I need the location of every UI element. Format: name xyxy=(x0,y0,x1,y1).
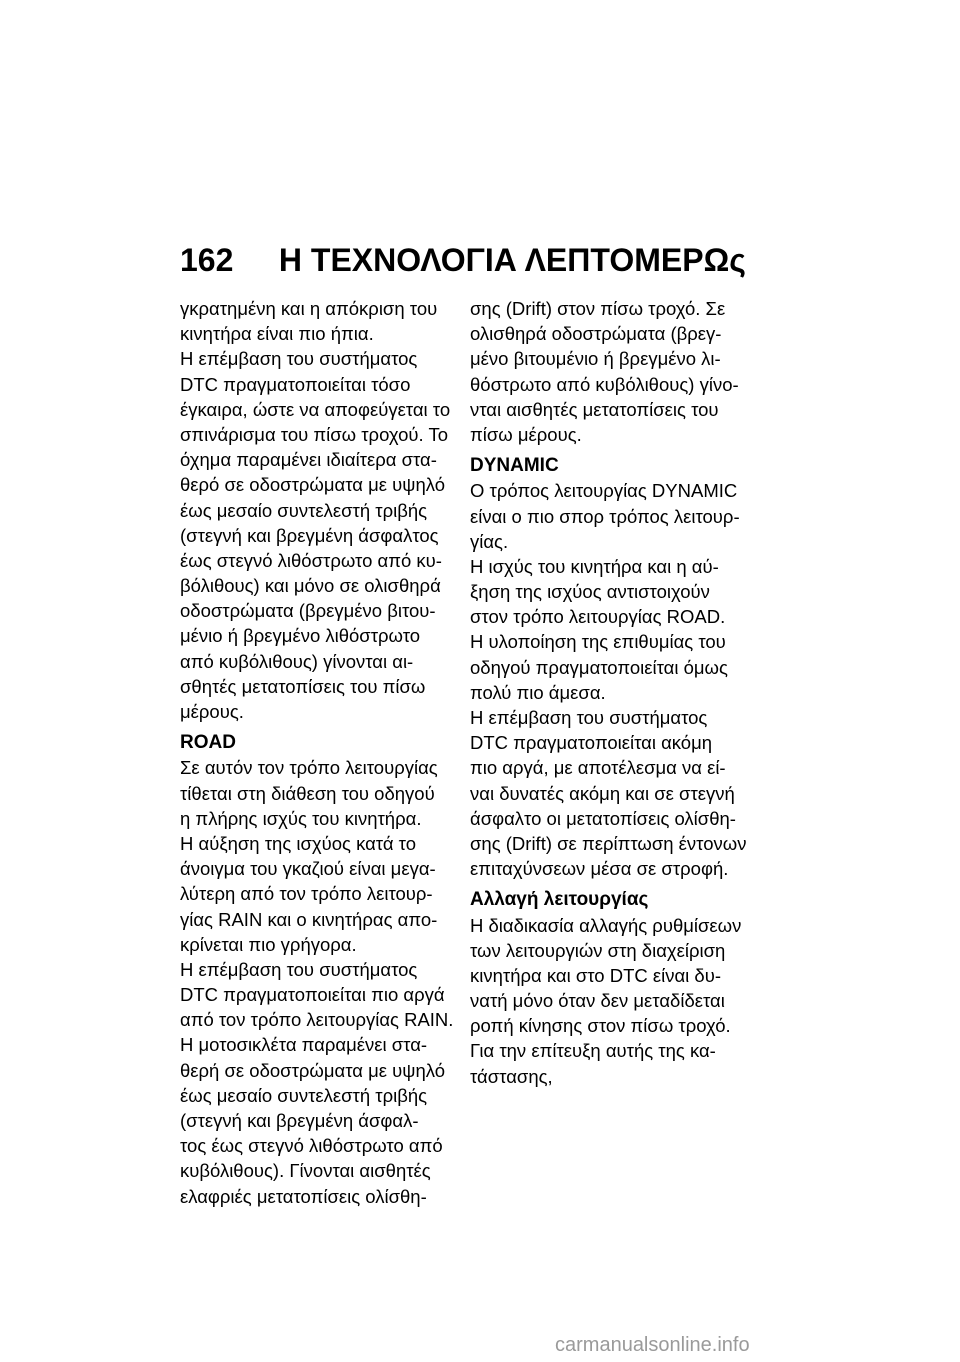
text-line: άνοιγμα του γκαζιού είναι μεγα- xyxy=(180,858,436,880)
text-line: νται αισθητές μετατοπίσεις του xyxy=(470,398,719,420)
text-line: γκρατημένη και η απόκριση του xyxy=(180,298,438,319)
text-line: έως μεσαίο συντελεστή τριβής xyxy=(180,1084,428,1106)
text-line: (στεγνή και βρεγμένη άσφαλτος xyxy=(180,524,439,546)
text-line: ελαφριές μετατοπίσεις ολίσθη- xyxy=(180,1185,427,1207)
right-intro-paragraph xyxy=(470,296,770,447)
text-line: έως στεγνό λιθόστρωτο από κυ- xyxy=(180,549,442,571)
text-line: τίθεται στη διάθεση του οδηγού xyxy=(180,782,435,804)
change-mode-paragraph xyxy=(470,913,770,1089)
text-line: σπινάρισμα του πίσω τροχού. Το xyxy=(180,423,448,445)
text-line: Η μοτοσικλέτα παραμένει στα- xyxy=(180,1034,428,1056)
text-line: Η επέμβαση του συστήματος xyxy=(180,348,418,370)
text-line: γίας RAIN και ο κινητήρας απο- xyxy=(180,908,438,930)
text-line: λύτερη από τον τρόπο λειτουρ- xyxy=(180,883,433,905)
text-line: κινητήρα είναι πιο ήπια. xyxy=(180,323,374,345)
text-line: DTC πραγματοποιείται ακόμη xyxy=(470,732,713,754)
text-line: σθητές μετατοπίσεις του πίσω xyxy=(180,675,426,697)
text-line: σης (Drift) στον πίσω τροχό. Σε xyxy=(470,298,726,319)
text-line: DTC πραγματοποιείται τόσο xyxy=(180,373,411,395)
text-line: Η επέμβαση του συστήματος xyxy=(470,707,708,728)
text-line: Σε αυτόν τον τρόπο λειτουργίας xyxy=(180,757,438,779)
text-line: θερό σε οδοστρώματα με υψηλό xyxy=(180,474,445,496)
text-line: μένιο ή βρεγμένο λιθόστρωτο xyxy=(180,625,421,647)
left-column xyxy=(180,296,470,1209)
text-line: οδηγού πραγματοποιείται όμως xyxy=(470,656,728,678)
text-line: θόστρωτο από κυβόλιθους) γίνο- xyxy=(470,373,739,395)
text-line: βόλιθους) και μόνο σε ολισθηρά xyxy=(180,575,441,597)
text-line: η πλήρης ισχύς του κινητήρα. xyxy=(180,807,422,829)
dynamic-heading: DYNAMIC xyxy=(470,455,559,477)
text-line: κινητήρα και στο DTC είναι δυ- xyxy=(470,964,722,986)
text-line: των λειτουργιών στη διαχείριση xyxy=(470,939,726,961)
text-line: πολύ πιο άμεσα. xyxy=(470,681,606,703)
text-line: Ο τρόπος λειτουργίας DYNAMIC xyxy=(470,480,738,502)
text-line: Η αύξηση της ισχύος κατά το xyxy=(180,832,417,854)
text-line: μένο βιτουμένιο ή βρεγμένο λι- xyxy=(470,348,721,370)
text-line: σης (Drift) σε περίπτωση έντονων xyxy=(470,832,747,854)
text-line: Η υλοποίηση της επιθυμίας του xyxy=(470,631,726,653)
text-line: ολισθηρά οδοστρώματα (βρεγ- xyxy=(470,323,722,345)
watermark: carmanualsonline.info xyxy=(555,1334,750,1356)
text-line: επιταχύνσεων μέσα σε στροφή. xyxy=(470,858,729,880)
text-line: Η διαδικασία αλλαγής ρυθμίσεων xyxy=(470,914,742,936)
page-header xyxy=(180,240,780,280)
text-line: οδοστρώματα (βρεγμένο βιτου- xyxy=(180,600,436,622)
text-line: πιο αργά, με αποτέλεσμα να εί- xyxy=(470,757,726,779)
text-line: έγκαιρα, ώστε να αποφεύγεται το xyxy=(180,398,451,420)
text-line: μέρους. xyxy=(180,701,244,722)
text-line: από τον τρόπο λειτουργίας RAIN. xyxy=(180,1009,454,1031)
text-line: όχημα παραμένει ιδιαίτερα στα- xyxy=(180,449,437,471)
text-line: είναι ο πιο σπορ τρόπος λειτουρ- xyxy=(470,505,740,527)
text-line: Η επέμβαση του συστήματος xyxy=(180,958,418,980)
text-line: γίας. xyxy=(470,530,509,552)
text-line: (στεγνή και βρεγμένη άσφαλ- xyxy=(180,1110,419,1131)
left-intro-paragraph xyxy=(180,296,470,724)
text-line: νατή μόνο όταν δεν μεταδίδεται xyxy=(470,990,725,1012)
dynamic-paragraph xyxy=(470,478,770,881)
text-line: ναι δυνατές ακόμη και σε στεγνή xyxy=(470,782,735,804)
text-line: στον τρόπο λειτουργίας ROAD. xyxy=(470,606,726,628)
text-line: θερή σε οδοστρώματα με υψηλό xyxy=(180,1059,445,1081)
road-paragraph xyxy=(180,755,470,1208)
text-line: ροπή κίνησης στον πίσω τροχό. xyxy=(470,1015,731,1037)
page-title: Η ΤΕΧΝΟΛΟΓΙΑ ΛΕΠΤΟΜΕΡΩς xyxy=(278,242,746,278)
text-line: τάστασης, xyxy=(470,1065,553,1087)
text-line: ξηση της ισχύος αντιστοιχούν xyxy=(470,581,710,603)
text-line: από κυβόλιθους) γίνονται αι- xyxy=(180,650,414,672)
text-line: έως μεσαίο συντελεστή τριβής xyxy=(180,499,428,521)
text-line: κρίνεται πιο γρήγορα. xyxy=(180,933,357,955)
text-line: κυβόλιθους). Γίνονται αισθητές xyxy=(180,1160,431,1182)
road-heading: ROAD xyxy=(180,732,236,754)
page-number: 162 xyxy=(180,242,234,278)
change-mode-heading: Αλλαγή λειτουργίας xyxy=(470,889,649,911)
text-line: τος έως στεγνό λιθόστρωτο από xyxy=(180,1135,443,1157)
text-line: πίσω μέρους. xyxy=(470,423,582,445)
right-column xyxy=(470,296,770,1089)
text-line: DTC πραγματοποιείται πιο αργά xyxy=(180,984,445,1006)
text-line: άσφαλτο οι μετατοπίσεις ολίσθη- xyxy=(470,807,736,829)
text-line: Για την επίτευξη αυτής της κα- xyxy=(470,1040,716,1062)
text-line: Η ισχύς του κινητήρα και η αύ- xyxy=(470,555,719,577)
